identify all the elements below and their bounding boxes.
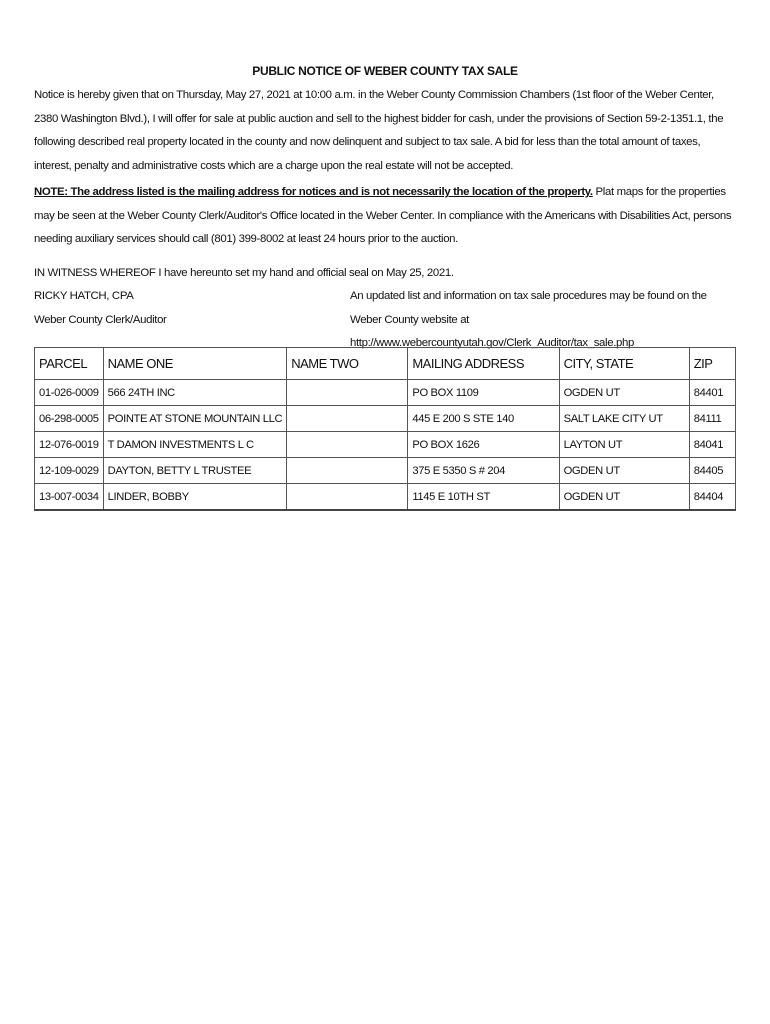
notice-title: PUBLIC NOTICE OF WEBER COUNTY TAX SALE: [252, 64, 518, 78]
cell-mailing-address: 445 E 200 S STE 140: [408, 406, 559, 432]
note-body: Plat maps for the properties may be seen at the Weber County Clerk/Auditor's Office located in the Weber Center. In compliance with the Americans with Disabilities Act, persons needing auxiliary services should call (801) 399-8002 at least 24 hours prior to the auction.: [34, 186, 732, 245]
signature-block: [34, 285, 736, 349]
tax-sale-table-wrap: [34, 347, 736, 511]
signer-info: [34, 285, 334, 332]
note-lead: NOTE: The address listed is the mailing address for notices and is not necessarily the location of the property.: [34, 186, 593, 198]
cell-zip: 84041: [689, 432, 735, 458]
table-row: [35, 380, 736, 406]
cell-mailing-address: PO BOX 1626: [408, 432, 559, 458]
cell-name-two: [287, 406, 408, 432]
table-header-row: [35, 348, 736, 380]
cell-parcel: 12-109-0029: [35, 458, 104, 484]
cell-name-two: [287, 458, 408, 484]
cell-parcel: 06-298-0005: [35, 406, 104, 432]
notice-page: [34, 64, 736, 349]
cell-zip: 84404: [689, 484, 735, 511]
update-info: An updated list and information on tax sale procedures may be found on the Weber County website at http://www.webercountyutah.gov/Clerk_Auditor/tax_sale.php: [350, 290, 707, 349]
cell-zip: 84401: [689, 380, 735, 406]
cell-name-two: [287, 484, 408, 511]
header-parcel: PARCEL: [35, 348, 104, 380]
table-row: [35, 458, 736, 484]
table-row: [35, 406, 736, 432]
cell-name-one: POINTE AT STONE MOUNTAIN LLC: [103, 406, 287, 432]
table-row: [35, 432, 736, 458]
tax-sale-table: [34, 347, 736, 511]
signer-name: RICKY HATCH, CPA: [34, 290, 134, 302]
cell-mailing-address: PO BOX 1109: [408, 380, 559, 406]
table-row: [35, 484, 736, 511]
cell-mailing-address: 1145 E 10TH ST: [408, 484, 559, 511]
cell-parcel: 12-076-0019: [35, 432, 104, 458]
header-name-one: NAME ONE: [103, 348, 287, 380]
cell-parcel: 01-026-0009: [35, 380, 104, 406]
cell-city-state: OGDEN UT: [559, 484, 689, 511]
header-city-state: CITY, STATE: [559, 348, 689, 380]
cell-name-two: [287, 380, 408, 406]
cell-name-one: T DAMON INVESTMENTS L C: [103, 432, 287, 458]
notice-note: [34, 181, 736, 252]
cell-name-one: DAYTON, BETTY L TRUSTEE: [103, 458, 287, 484]
cell-city-state: LAYTON UT: [559, 432, 689, 458]
cell-zip: 84111: [689, 406, 735, 432]
cell-city-state: OGDEN UT: [559, 458, 689, 484]
cell-name-one: 566 24TH INC: [103, 380, 287, 406]
cell-zip: 84405: [689, 458, 735, 484]
cell-parcel: 13-007-0034: [35, 484, 104, 511]
notice-intro: Notice is hereby given that on Thursday, May 27, 2021 at 10:00 a.m. in the Weber County Commission Chambers (1st floor of the Weber Center, 2380 Washington Blvd.), I will offer for sale at public auction and sell to the highest bidder for cash, under the provisions of Section 59-2-1351.1, the following described real property located in the county and now delinquent and subject to tax sale. A bid for less than the total amount of taxes, interest, penalty and administrative costs which are a charge upon the real estate will not be accepted.: [34, 89, 724, 172]
header-mailing-address: MAILING ADDRESS: [408, 348, 559, 380]
cell-name-two: [287, 432, 408, 458]
header-zip: ZIP: [689, 348, 735, 380]
cell-city-state: OGDEN UT: [559, 380, 689, 406]
cell-city-state: SALT LAKE CITY UT: [559, 406, 689, 432]
witness-statement: IN WITNESS WHEREOF I have hereunto set my hand and official seal on May 25, 2021.: [34, 266, 454, 279]
cell-mailing-address: 375 E 5350 S # 204: [408, 458, 559, 484]
header-name-two: NAME TWO: [287, 348, 408, 380]
cell-name-one: LINDER, BOBBY: [103, 484, 287, 511]
signer-title: Weber County Clerk/Auditor: [34, 313, 167, 326]
